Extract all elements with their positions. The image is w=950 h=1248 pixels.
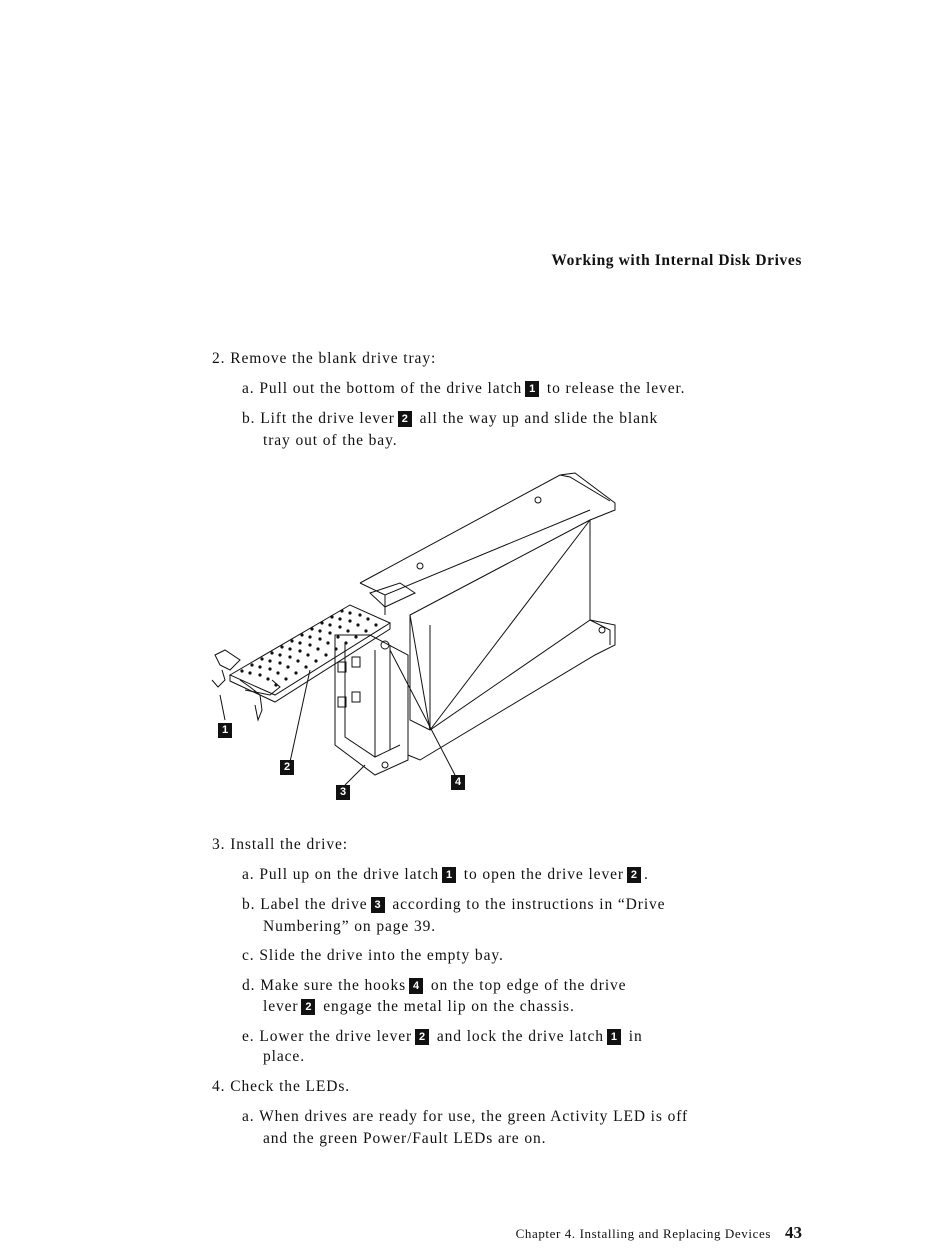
substep-text: Lift the drive lever xyxy=(260,410,395,427)
figure-callout-4: 4 xyxy=(451,775,465,790)
callout-2: 2 xyxy=(301,999,315,1015)
substep-label: d. xyxy=(242,977,256,994)
drive-tray-drawing xyxy=(200,465,630,810)
substep-label: b. xyxy=(242,410,256,427)
step-3a xyxy=(242,865,649,885)
step-3d xyxy=(242,976,626,996)
substep-label: e. xyxy=(242,1028,255,1045)
step-number: 4. xyxy=(212,1078,226,1095)
substep-text: to open the drive lever xyxy=(463,866,624,883)
running-header: Working with Internal Disk Drives xyxy=(551,252,802,269)
callout-1: 1 xyxy=(607,1029,621,1045)
substep-label: a. xyxy=(242,380,255,397)
step-number: 2. xyxy=(212,350,226,367)
callout-1: 1 xyxy=(442,867,456,883)
step-3 xyxy=(212,835,348,855)
substep-text: Make sure the hooks xyxy=(260,977,407,994)
callout-4: 4 xyxy=(409,978,423,994)
step-4a-cont: and the green Power/Fault LEDs are on. xyxy=(263,1130,547,1147)
step-3c xyxy=(242,946,504,966)
substep-text: to release the lever. xyxy=(546,380,686,397)
substep-text: engage the metal lip on the chassis. xyxy=(323,998,575,1015)
step-number: 3. xyxy=(212,836,226,853)
step-text: Check the LEDs. xyxy=(230,1078,351,1095)
step-3b-cont: Numbering” on page 39. xyxy=(263,918,437,935)
drive-tray-illustration xyxy=(200,465,630,810)
substep-text: Pull up on the drive latch xyxy=(259,866,440,883)
step-3d-cont xyxy=(263,997,575,1017)
callout-2: 2 xyxy=(627,867,641,883)
callout-2: 2 xyxy=(415,1029,429,1045)
substep-label: a. xyxy=(242,1108,255,1125)
step-text: Install the drive: xyxy=(230,836,349,853)
substep-text: according to the instructions in “Drive xyxy=(392,896,666,913)
substep-label: a. xyxy=(242,866,255,883)
step-3b xyxy=(242,895,665,915)
page-footer xyxy=(516,1223,802,1243)
substep-text: in xyxy=(628,1028,643,1045)
substep-text: lever xyxy=(263,998,299,1015)
substep-text: Pull out the bottom of the drive latch xyxy=(259,380,523,397)
substep-text: all the way up and slide the blank xyxy=(419,410,659,427)
step-3e-cont: place. xyxy=(263,1048,305,1065)
step-2a xyxy=(242,379,685,399)
substep-label: b. xyxy=(242,896,256,913)
callout-2: 2 xyxy=(398,411,412,427)
step-3e xyxy=(242,1027,643,1047)
figure-callout-1: 1 xyxy=(218,723,232,738)
substep-label: c. xyxy=(242,947,255,964)
page-number: 43 xyxy=(785,1223,802,1242)
substep-text: When drives are ready for use, the green Activity LED is off xyxy=(259,1108,689,1125)
substep-text: Lower the drive lever xyxy=(259,1028,413,1045)
figure-callout-3: 3 xyxy=(336,785,350,800)
substep-text: Label the drive xyxy=(260,896,368,913)
figure-callout-2: 2 xyxy=(280,760,294,775)
callout-1: 1 xyxy=(525,381,539,397)
step-2 xyxy=(212,349,436,369)
step-4a xyxy=(242,1107,688,1127)
step-2b xyxy=(242,409,658,429)
step-4 xyxy=(212,1077,350,1097)
step-text: Remove the blank drive tray: xyxy=(230,350,437,367)
substep-text: Slide the drive into the empty bay. xyxy=(259,947,504,964)
step-2b-cont: tray out of the bay. xyxy=(263,432,398,449)
substep-text: and lock the drive latch xyxy=(436,1028,604,1045)
substep-text: on the top edge of the drive xyxy=(430,977,627,994)
callout-3: 3 xyxy=(371,897,385,913)
footer-chapter: Chapter 4. Installing and Replacing Devices xyxy=(515,1226,771,1241)
substep-text: . xyxy=(643,866,649,883)
